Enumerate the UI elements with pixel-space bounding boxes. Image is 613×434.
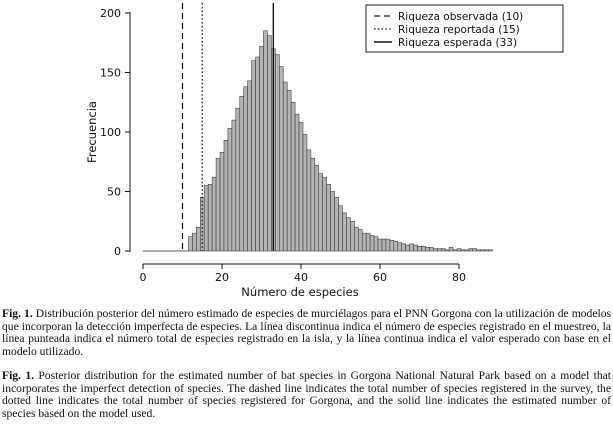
- y-tick-label: 50: [107, 185, 121, 199]
- histogram-bar: [267, 36, 271, 251]
- histogram-bar: [485, 250, 489, 251]
- histogram-bar: [327, 184, 331, 251]
- histogram-bar: [244, 87, 248, 251]
- histogram-bar: [374, 237, 378, 251]
- histogram-bar: [449, 247, 453, 251]
- histogram-bar: [453, 250, 457, 251]
- histogram-bar: [252, 61, 256, 251]
- histogram-bar: [445, 250, 449, 251]
- histogram-bar: [212, 177, 216, 251]
- histogram-bar: [386, 239, 390, 251]
- histogram-bar: [335, 197, 339, 251]
- histogram-bar: [224, 140, 228, 251]
- histogram-bar: [457, 249, 461, 251]
- histogram-bar: [216, 158, 220, 251]
- caption-english-label: Fig. 1.: [2, 370, 35, 382]
- histogram-bar: [188, 237, 192, 251]
- histogram-bar: [319, 174, 323, 251]
- y-tick-label: 100: [100, 126, 121, 139]
- histogram-bar: [477, 250, 481, 251]
- x-tick-label: 40: [294, 271, 308, 284]
- legend-label: Riqueza observada (10): [398, 11, 524, 23]
- histogram-bar: [469, 249, 473, 251]
- histogram-bar: [279, 67, 283, 251]
- histogram-bar: [429, 247, 433, 251]
- histogram-bar: [441, 249, 445, 251]
- histogram-bar: [418, 246, 422, 251]
- histogram-bar: [465, 250, 469, 251]
- histogram-bar: [208, 184, 212, 251]
- histogram-bar: [414, 245, 418, 251]
- histogram-bar: [315, 165, 319, 251]
- caption-spanish-text: Distribución posterior del número estimado de especies de murciélagos para el PNN Gorgona con la utilización de modelos que incorporan la detección imperfecta de especies. La línea discontinua indica el número de especies registrado en el muestreo, la línea punteada indica el número total de especies registrado en la isla, y la línea continua indica el valor esperado con base en el modelo utilizado.: [2, 308, 611, 358]
- legend: [366, 5, 563, 52]
- histogram-bar: [287, 90, 291, 251]
- y-tick-label: 200: [100, 7, 121, 20]
- histogram-bar: [248, 81, 252, 251]
- y-tick-label: 0: [114, 245, 121, 258]
- histogram-bar: [204, 186, 208, 251]
- x-tick-label: 0: [139, 271, 147, 284]
- histogram-bar: [402, 244, 406, 251]
- x-tick-label: 20: [215, 271, 229, 284]
- histogram-bar: [260, 46, 264, 251]
- histogram-bar: [410, 244, 414, 251]
- histogram-bar: [370, 236, 374, 251]
- x-tick-label: 80: [452, 271, 466, 284]
- legend-label: Riqueza reportada (15): [398, 24, 520, 36]
- histogram-bar: [378, 239, 382, 251]
- histogram-bar: [390, 240, 394, 251]
- histogram-bar: [331, 192, 335, 252]
- histogram-bar: [256, 57, 260, 251]
- histogram-bar: [295, 114, 299, 251]
- histogram-bar: [433, 249, 437, 251]
- y-tick-label: 150: [100, 66, 121, 80]
- x-tick-label: 60: [373, 271, 387, 284]
- x-axis-label: Número de especies: [241, 285, 359, 299]
- histogram-bar: [192, 233, 196, 251]
- histogram-bar: [232, 120, 236, 251]
- histogram-bar: [339, 206, 343, 251]
- histogram-bar: [489, 250, 493, 251]
- histogram-bar: [354, 227, 358, 251]
- histogram-bar: [236, 108, 240, 251]
- histogram-bar: [283, 82, 287, 251]
- histogram-bar: [481, 250, 485, 251]
- histogram-bar: [398, 243, 402, 251]
- histogram-bar: [346, 218, 350, 251]
- histogram-bar: [358, 230, 362, 251]
- histogram-bar: [196, 227, 200, 251]
- histogram-bar: [291, 102, 295, 251]
- histogram-bar: [382, 239, 386, 251]
- legend-label: Riqueza esperada (33): [398, 37, 518, 49]
- histogram-bar: [461, 250, 465, 251]
- histogram-bar: [473, 249, 477, 251]
- histogram-bar: [350, 221, 354, 251]
- histogram-bar: [323, 177, 327, 251]
- histogram-bar: [366, 233, 370, 251]
- histogram-bar: [307, 150, 311, 251]
- histogram-bar: [421, 246, 425, 251]
- histogram-bar: [299, 122, 303, 251]
- histogram-bar: [228, 128, 232, 251]
- histogram-bar: [394, 241, 398, 251]
- histogram-bar: [240, 96, 244, 251]
- y-axis-label: Frecuencia: [85, 101, 99, 163]
- histogram-bar: [220, 152, 224, 251]
- histogram-bar: [425, 247, 429, 251]
- x-ticks: [140, 264, 467, 284]
- histogram-bar: [437, 249, 441, 251]
- y-ticks: [100, 7, 130, 258]
- histogram-bar: [342, 213, 346, 251]
- histogram-bar: [362, 233, 366, 251]
- histogram-bar: [311, 158, 315, 251]
- histogram-bar: [303, 134, 307, 251]
- histogram-bar: [275, 55, 279, 251]
- histogram-bars: [143, 31, 493, 251]
- histogram-bar: [263, 31, 267, 251]
- histogram-bar: [406, 245, 410, 251]
- caption-english: [2, 370, 611, 432]
- caption-spanish-label: Fig. 1.: [2, 308, 33, 320]
- caption-spanish: [2, 308, 611, 367]
- caption-english-text: Posterior distribution for the estimated number of bat species in Gorgona National Natural Park based on a model that incorporates the imperfect detection of species. The dashed line indicates the total number of species registered in the survey, the dotted line indicates the total number of species registered for Gorgona, and the solid line indicates the estimated number of species based on the model used.: [2, 370, 611, 420]
